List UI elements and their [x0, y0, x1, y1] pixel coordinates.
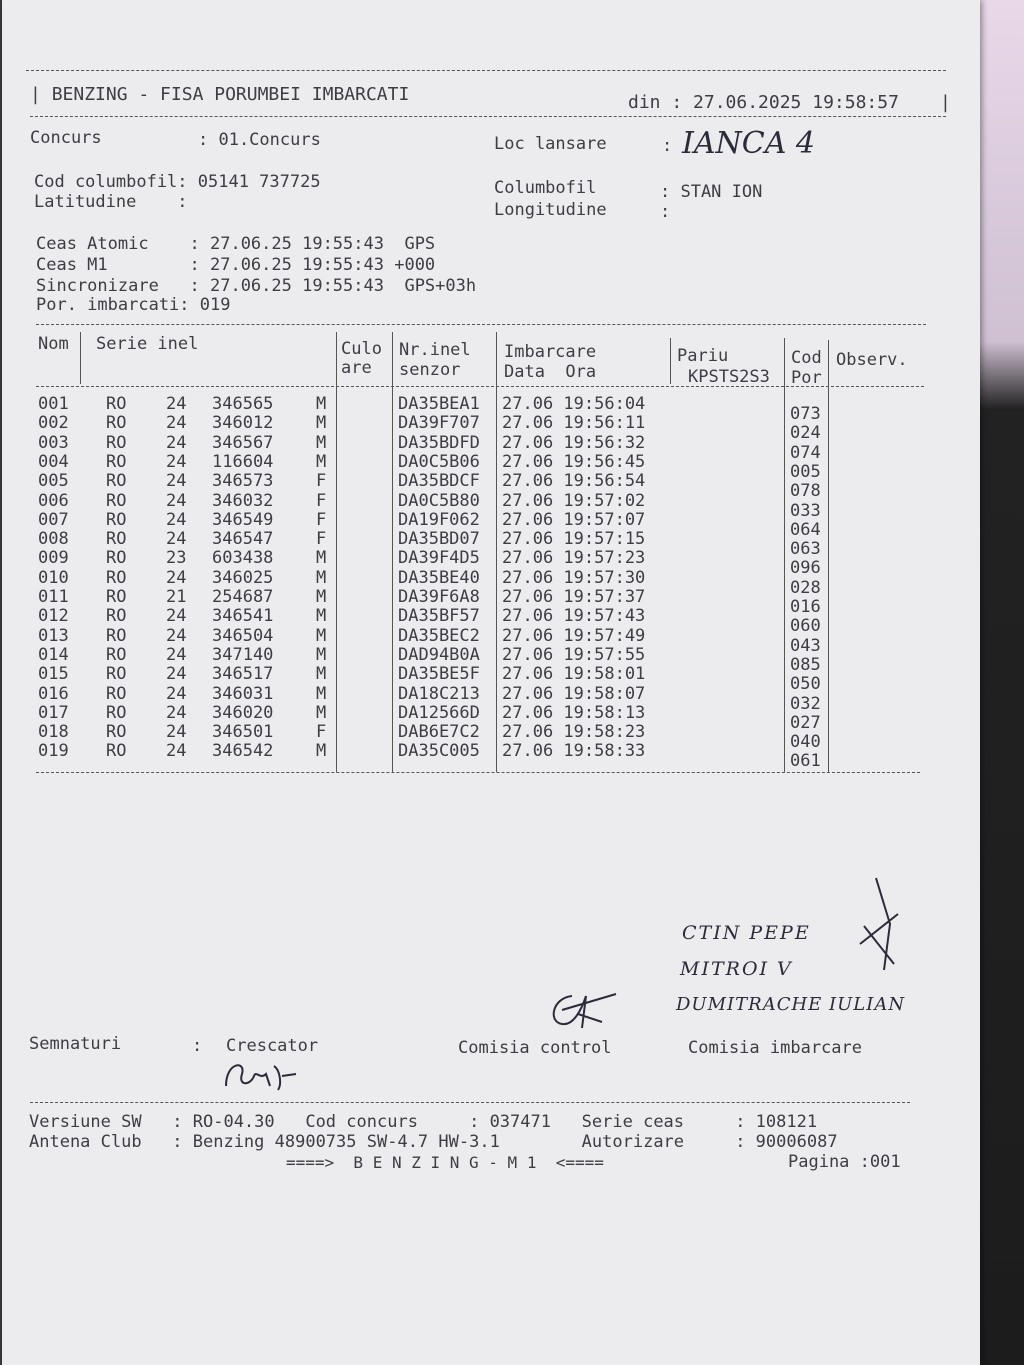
row-nom: 013	[38, 625, 69, 646]
footer-device-banner: ====> B E N Z I N G - M 1 <====	[286, 1153, 604, 1172]
col-pariu-2: KPSTS2S3	[688, 367, 770, 387]
row-sex: M	[316, 451, 327, 472]
row-sex: M	[316, 548, 327, 569]
col-nom: Nom	[38, 334, 69, 354]
row-ring: 346504	[212, 625, 274, 646]
signature-committee-2: MITROI V	[680, 958, 793, 980]
row-ring: 116604	[212, 451, 274, 472]
row-cod-por: 043	[790, 635, 821, 656]
row-sensor: DA35BEA1	[398, 394, 480, 414]
table-bottom-rule	[36, 772, 920, 773]
signature-crescator-mark	[220, 1056, 300, 1094]
row-embark-time: 27.06 19:58:23	[502, 722, 646, 743]
row-nom: 001	[38, 394, 69, 414]
row-country: RO	[106, 548, 127, 569]
row-embark-time: 27.06 19:56:04	[502, 394, 646, 414]
row-year: 24	[166, 471, 187, 492]
row-sensor: DAD94B0A	[398, 644, 480, 665]
row-sex: M	[316, 683, 327, 704]
col-serie-inel: Serie inel	[96, 334, 199, 354]
row-country: RO	[106, 702, 127, 723]
row-ring: 254687	[212, 587, 274, 607]
row-year: 23	[166, 548, 187, 569]
latitudine: Latitudine :	[34, 192, 188, 212]
row-nom: 002	[38, 413, 69, 434]
row-cod-por: 028	[790, 577, 821, 598]
row-sex: F	[316, 471, 327, 492]
row-nom: 010	[38, 567, 69, 588]
concurs-value: : 01.Concurs	[198, 130, 321, 150]
signature-committee-1: CTIN PEPE	[682, 922, 811, 944]
row-ring: 346032	[212, 490, 274, 511]
col-cod-por-2: Por	[791, 368, 822, 388]
por-imbarcati: Por. imbarcati: 019	[36, 295, 231, 315]
row-year: 24	[166, 683, 187, 704]
row-sensor: DA39F6A8	[398, 587, 480, 607]
row-cod-por: 060	[790, 616, 821, 637]
col-observ: Observ.	[836, 350, 908, 370]
row-embark-time: 27.06 19:58:07	[502, 683, 646, 704]
row-embark-time: 27.06 19:57:23	[502, 548, 646, 569]
row-ring: 603438	[212, 548, 274, 569]
row-embark-time: 27.06 19:58:01	[502, 664, 646, 685]
row-nom: 003	[38, 432, 69, 453]
row-sex: F	[316, 722, 327, 743]
row-sex: F	[316, 490, 327, 511]
row-nom: 012	[38, 606, 69, 627]
row-sex: F	[316, 509, 327, 530]
row-nom: 016	[38, 683, 69, 704]
footer-antena: Antena Club : Benzing 48900735 SW-4.7 HW-3.1 Autorizare : 90006087	[29, 1132, 838, 1152]
row-country: RO	[106, 529, 127, 550]
row-ring: 346542	[212, 741, 274, 762]
sincronizare: Sincronizare : 27.06.25 19:55:43 GPS+03h	[36, 276, 477, 296]
row-sensor: DA18C213	[398, 683, 480, 704]
row-embark-time: 27.06 19:56:54	[502, 471, 646, 492]
col-nr-inel-1: Nr.inel	[399, 340, 471, 360]
longitudine-label: Longitudine	[494, 200, 607, 220]
row-ring: 346031	[212, 683, 274, 704]
row-ring: 346012	[212, 413, 274, 434]
row-sex: F	[316, 529, 327, 550]
row-country: RO	[106, 413, 127, 434]
row-country: RO	[106, 644, 127, 665]
row-sex: M	[316, 664, 327, 685]
row-embark-time: 27.06 19:58:33	[502, 741, 646, 762]
row-ring: 347140	[212, 644, 274, 665]
row-country: RO	[106, 451, 127, 472]
row-embark-time: 27.06 19:57:15	[502, 529, 646, 550]
row-year: 24	[166, 741, 187, 762]
row-nom: 004	[38, 451, 69, 472]
ceas-atomic: Ceas Atomic : 27.06.25 19:55:43 GPS	[36, 234, 436, 254]
pigeon-table	[2, 394, 980, 774]
row-cod-por: 061	[790, 751, 821, 772]
row-sex: M	[316, 625, 327, 646]
row-embark-time: 27.06 19:56:45	[502, 451, 646, 472]
row-sensor: DA35BDFD	[398, 432, 480, 453]
row-embark-time: 27.06 19:57:30	[502, 567, 646, 588]
row-sensor: DA35BE40	[398, 567, 480, 588]
row-nom: 011	[38, 587, 69, 607]
page-number: Pagina :001	[788, 1152, 901, 1172]
row-sex: M	[316, 702, 327, 723]
row-country: RO	[106, 664, 127, 685]
comisia-imbarcare-label: Comisia imbarcare	[688, 1038, 862, 1058]
row-cod-por: 016	[790, 597, 821, 617]
row-cod-por: 005	[790, 461, 821, 482]
row-sensor: DA12566D	[398, 702, 480, 723]
row-sensor: DA35C005	[398, 741, 480, 762]
col-imbarcare-1: Imbarcare	[504, 342, 597, 362]
row-sensor: DAB6E7C2	[398, 722, 480, 743]
row-year: 24	[166, 606, 187, 627]
row-ring: 346501	[212, 722, 274, 743]
row-sensor: DA0C5B06	[398, 451, 480, 472]
row-nom: 015	[38, 664, 69, 685]
table-row	[2, 741, 980, 772]
row-embark-time: 27.06 19:57:37	[502, 587, 646, 607]
columbofil-label: Columbofil	[494, 178, 597, 198]
signature-control-mark	[542, 988, 622, 1034]
row-embark-time: 27.06 19:57:02	[502, 490, 646, 511]
row-nom: 009	[38, 548, 69, 569]
row-country: RO	[106, 509, 127, 530]
row-embark-time: 27.06 19:57:55	[502, 644, 646, 665]
row-year: 24	[166, 451, 187, 472]
row-sex: M	[316, 644, 327, 665]
row-year: 21	[166, 587, 187, 607]
row-year: 24	[166, 625, 187, 646]
row-cod-por: 033	[790, 500, 821, 521]
row-country: RO	[106, 741, 127, 762]
row-sensor: DA35BD07	[398, 529, 480, 550]
ceas-m1: Ceas M1 : 27.06.25 19:55:43 +000	[36, 255, 436, 275]
row-nom: 007	[38, 509, 69, 530]
row-year: 24	[166, 664, 187, 685]
col-culoare-2: are	[341, 358, 372, 378]
row-year: 24	[166, 644, 187, 665]
row-ring: 346565	[212, 394, 274, 414]
row-year: 24	[166, 432, 187, 453]
row-embark-time: 27.06 19:57:49	[502, 625, 646, 646]
row-year: 24	[166, 509, 187, 530]
row-cod-por: 032	[790, 693, 821, 714]
row-ring: 346025	[212, 567, 274, 588]
row-year: 24	[166, 567, 187, 588]
comisia-control-label: Comisia control	[458, 1038, 612, 1058]
signature-slash-mark	[854, 874, 904, 974]
row-ring: 346547	[212, 529, 274, 550]
row-sex: M	[316, 567, 327, 588]
row-nom: 017	[38, 702, 69, 723]
cod-columbofil: Cod columbofil: 05141 737725	[34, 172, 321, 192]
row-country: RO	[106, 625, 127, 646]
row-cod-por: 074	[790, 442, 821, 463]
semnaturi-label: Semnaturi	[29, 1034, 122, 1054]
col-nr-inel-2: senzor	[399, 360, 461, 380]
top-dashed-rule	[26, 70, 946, 71]
signature-committee-3: DUMITRACHE IULIAN	[676, 994, 906, 1015]
row-country: RO	[106, 606, 127, 627]
row-ring: 346541	[212, 606, 274, 627]
sheet-title: BENZING - FISA PORUMBEI IMBARCATI	[51, 84, 410, 105]
row-sensor: DA35BDCF	[398, 471, 480, 492]
row-cod-por: 063	[790, 539, 821, 560]
row-country: RO	[106, 471, 127, 492]
row-sensor: DA0C5B80	[398, 490, 480, 511]
columbofil-value: : STAN ION	[660, 182, 763, 202]
print-date: din : 27.06.2025 19:58:57	[628, 92, 899, 113]
row-country: RO	[106, 394, 127, 414]
row-country: RO	[106, 722, 127, 743]
footer-versiune: Versiune SW : RO-04.30 Cod concurs : 037471 Serie ceas : 108121	[29, 1112, 818, 1132]
row-year: 24	[166, 413, 187, 434]
row-ring: 346549	[212, 509, 274, 530]
loc-lansare-handwritten: IANCA 4	[682, 126, 816, 161]
row-cod-por: 024	[790, 423, 821, 444]
row-cod-por: 096	[790, 558, 821, 579]
crescator-label: Crescator	[226, 1036, 319, 1056]
title-bar: | BENZING - FISA PORUMBEI IMBARCATI	[30, 84, 410, 105]
row-ring: 346573	[212, 471, 274, 492]
col-pariu-1: Pariu	[677, 346, 729, 366]
row-sensor: DA39F4D5	[398, 548, 480, 569]
row-sex: M	[316, 394, 327, 414]
row-sensor: DA35BF57	[398, 606, 480, 627]
row-nom: 014	[38, 644, 69, 665]
row-sex: M	[316, 741, 327, 762]
footer-rule	[30, 1102, 910, 1103]
row-year: 24	[166, 722, 187, 743]
row-country: RO	[106, 567, 127, 588]
row-sensor: DA35BE5F	[398, 664, 480, 685]
header-dashed-rule	[30, 116, 946, 117]
row-sex: M	[316, 587, 327, 607]
row-country: RO	[106, 683, 127, 704]
row-cod-por: 085	[790, 654, 821, 675]
row-year: 24	[166, 529, 187, 550]
row-cod-por: 073	[790, 404, 821, 424]
printed-sheet: | BENZING - FISA PORUMBEI IMBARCATI din : 27.06.2025 19:58:57 | Concurs : 01.Concurs Loc lansare : IANCA 4 Cod columbofil: 05141 737725 Latitudine : Columbofil : STAN ION Longitudine : Ceas Atomic : 27.06.25 19:55:43 GPS Ceas M1 : 27.06.25 19:55:43 +000 Sincronizare : 27.06.25 19:55:43 GPS+03h Por. imbarcati: 019 Nom Serie inel Culo are Nr.inel senzor Imbarcare Data Ora Pariu KPSTS2S3 Cod Por Observ. 001 RO 24 346565 M DA35BEA1 27.06 19:56:04 073 002 RO 24 346012 M DA39F707 27.06 19:56:11 024 003 RO 24 346567 M DA35BDFD 27.06 19:56:32 074 004 RO 24 116604 M DA0C5B06 27.06 19:56:45 005 005 RO 24 346573 F DA35BDCF 27.06 19:56:54 078 006 RO 24 346032 F DA0C5B80 27.06 19:57:02 033 007 RO 24 346549 F DA19F062 27.06 19:57:07 064 008 RO 24 346547 F DA35BD07 27.06 19:57:15 063 009 RO 23 603438 M DA39F4D5 27.06 19:57:23 096 010 RO 24 346025 M DA35BE40 27.06 19:57:30 028 011 RO 21 254687 M DA39F6A8 27.06 19:57:37 016 012 RO 24 346541 M DA35BF57 27.06 19:57:43 060 013 RO 24 346504 M DA35BEC2 27.06 19:57:49 043 014 RO 24 347140 M DAD94B0A 27.06 19:57:55 085 015 RO 24 346517 M DA35BE5F 27.06 19:58:01 050 016 RO 24 346031 M DA18C213 27.06 19:58:07 032 017 RO 24 346020 M DA12566D 27.06 19:58:13 027 018 RO 24 346501 F DAB6E7C2 27.06 19:58:23 040 019 RO 24 346542 M DA35C005 27.06 19:58:33 061 CTIN PEPE MITROI V DUMITRACHE IULIAN Semnaturi : Crescator Comisia control Comisia imbarcare Versiune SW : RO-04.30 Cod concurs : 037471 Serie ceas : 108121 Antena Club : Benzing 48900735 SW-4.7 HW-3.1 Autorizare : 90006087 ====> B E N Z I N G - M 1 <==== Pagina :001	[2, 0, 980, 1365]
table-top-rule	[36, 324, 926, 325]
row-year: 24	[166, 702, 187, 723]
row-embark-time: 27.06 19:57:43	[502, 606, 646, 627]
row-embark-time: 27.06 19:56:11	[502, 413, 646, 434]
row-ring: 346567	[212, 432, 274, 453]
row-nom: 019	[38, 741, 69, 762]
row-nom: 018	[38, 722, 69, 743]
row-cod-por: 050	[790, 674, 821, 695]
row-sensor: DA39F707	[398, 413, 480, 434]
row-cod-por: 078	[790, 481, 821, 502]
row-nom: 008	[38, 529, 69, 550]
row-country: RO	[106, 587, 127, 607]
row-embark-time: 27.06 19:56:32	[502, 432, 646, 453]
loc-lansare-label: Loc lansare	[494, 134, 607, 154]
row-country: RO	[106, 490, 127, 511]
row-embark-time: 27.06 19:57:07	[502, 509, 646, 530]
row-sex: M	[316, 413, 327, 434]
row-ring: 346020	[212, 702, 274, 723]
row-embark-time: 27.06 19:58:13	[502, 702, 646, 723]
table-header-rule	[36, 386, 924, 387]
row-sex: M	[316, 432, 327, 453]
row-cod-por: 040	[790, 732, 821, 753]
row-cod-por: 027	[790, 712, 821, 733]
col-cod-por-1: Cod	[791, 348, 822, 368]
row-cod-por: 064	[790, 519, 821, 540]
row-ring: 346517	[212, 664, 274, 685]
col-imbarcare-2: Data Ora	[504, 362, 597, 382]
row-sensor: DA35BEC2	[398, 625, 480, 646]
row-nom: 005	[38, 471, 69, 492]
row-sensor: DA19F062	[398, 509, 480, 530]
row-country: RO	[106, 432, 127, 453]
row-year: 24	[166, 490, 187, 511]
row-year: 24	[166, 394, 187, 414]
row-nom: 006	[38, 490, 69, 511]
row-sex: M	[316, 606, 327, 627]
concurs-label: Concurs	[30, 128, 102, 148]
col-culoare-1: Culo	[341, 339, 382, 359]
